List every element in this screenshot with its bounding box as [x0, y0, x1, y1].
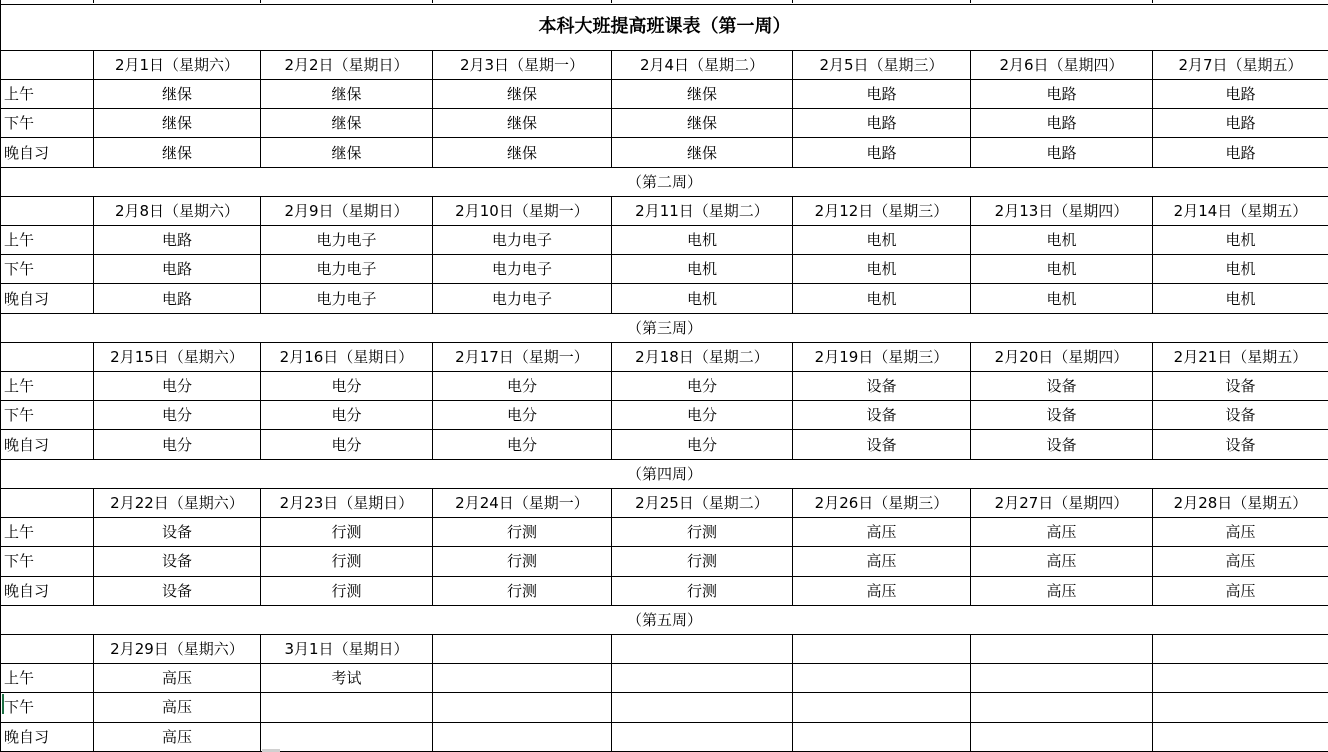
evening-row: [1, 284, 1328, 313]
course-cell[interactable]: 高压: [1153, 518, 1328, 547]
course-cell[interactable]: 电机: [1153, 226, 1328, 255]
course-cell[interactable]: 行测: [433, 576, 612, 605]
course-cell[interactable]: [612, 693, 793, 722]
date-header-cell[interactable]: 2月23日（星期日）: [261, 488, 433, 517]
evening-row: [1, 576, 1328, 605]
course-cell[interactable]: 电分: [612, 401, 793, 430]
course-cell[interactable]: 高压: [94, 664, 261, 693]
date-header-cell[interactable]: 2月12日（星期三）: [793, 196, 971, 225]
course-cell[interactable]: 设备: [94, 576, 261, 605]
date-header-cell[interactable]: 2月27日（星期四）: [971, 488, 1153, 517]
date-header-cell[interactable]: 2月26日（星期三）: [793, 488, 971, 517]
course-cell[interactable]: 电分: [261, 430, 433, 459]
course-cell[interactable]: [612, 664, 793, 693]
course-cell[interactable]: 电路: [1153, 138, 1328, 167]
date-header-cell[interactable]: 2月16日（星期日）: [261, 342, 433, 371]
course-cell[interactable]: 电分: [612, 372, 793, 401]
column-edge-tick: [93, 0, 94, 3]
date-header-cell[interactable]: 2月17日（星期一）: [433, 342, 612, 371]
date-header-cell[interactable]: 3月1日（星期日）: [261, 634, 433, 663]
course-cell[interactable]: 电机: [971, 284, 1153, 313]
course-cell[interactable]: 继保: [433, 138, 612, 167]
column-edge-tick: [260, 0, 261, 3]
column-edge-tick: [432, 0, 433, 3]
course-cell[interactable]: 设备: [793, 430, 971, 459]
date-header-cell[interactable]: 2月13日（星期四）: [971, 196, 1153, 225]
course-cell[interactable]: 电分: [612, 430, 793, 459]
course-cell[interactable]: 高压: [1153, 547, 1328, 576]
evening-label[interactable]: 晚自习: [1, 138, 94, 167]
date-header-cell[interactable]: 2月18日（星期二）: [612, 342, 793, 371]
course-cell[interactable]: 设备: [971, 372, 1153, 401]
afternoon-row: [1, 693, 1328, 722]
date-header-cell[interactable]: [1153, 634, 1328, 663]
course-cell[interactable]: 电路: [793, 80, 971, 109]
afternoon-label[interactable]: 下午: [1, 109, 94, 138]
course-cell[interactable]: [433, 664, 612, 693]
morning-label[interactable]: 上午: [1, 664, 94, 693]
course-cell[interactable]: 设备: [94, 547, 261, 576]
date-header-cell[interactable]: 2月9日（星期日）: [261, 196, 433, 225]
course-cell[interactable]: [971, 693, 1153, 722]
date-header-cell[interactable]: 2月10日（星期一）: [433, 196, 612, 225]
course-cell[interactable]: 考试: [261, 664, 433, 693]
course-cell[interactable]: [1153, 664, 1328, 693]
evening-label[interactable]: 晚自习: [1, 722, 94, 751]
course-cell[interactable]: [971, 664, 1153, 693]
course-cell[interactable]: [793, 722, 971, 751]
column-edge-tick: [792, 0, 793, 3]
course-cell[interactable]: 继保: [261, 138, 433, 167]
course-cell[interactable]: 高压: [793, 576, 971, 605]
course-cell[interactable]: 继保: [94, 109, 261, 138]
afternoon-row: [1, 547, 1328, 576]
course-cell[interactable]: 电力电子: [261, 284, 433, 313]
course-cell[interactable]: [793, 693, 971, 722]
date-header-cell[interactable]: 2月3日（星期一）: [433, 50, 612, 79]
course-cell[interactable]: 电路: [94, 255, 261, 284]
column-edge-tick: [611, 0, 612, 3]
afternoon-row: [1, 401, 1328, 430]
date-header-cell[interactable]: 2月22日（星期六）: [94, 488, 261, 517]
course-cell[interactable]: 电力电子: [433, 255, 612, 284]
course-cell[interactable]: 设备: [971, 430, 1153, 459]
course-cell[interactable]: 设备: [793, 372, 971, 401]
course-cell[interactable]: 电机: [971, 226, 1153, 255]
course-cell[interactable]: [261, 722, 433, 751]
week-heading[interactable]: （第三周）: [1, 313, 1328, 342]
column-edge-tick: [970, 0, 971, 3]
course-cell[interactable]: 高压: [1153, 576, 1328, 605]
course-cell[interactable]: 电分: [94, 372, 261, 401]
title-row: [1, 4, 1328, 50]
morning-label[interactable]: 上午: [1, 226, 94, 255]
course-cell[interactable]: 电路: [94, 284, 261, 313]
course-cell[interactable]: 高压: [971, 576, 1153, 605]
date-header-cell[interactable]: 2月25日（星期二）: [612, 488, 793, 517]
morning-label[interactable]: 上午: [1, 372, 94, 401]
week-heading[interactable]: （第二周）: [1, 167, 1328, 196]
course-cell[interactable]: 电力电子: [261, 255, 433, 284]
morning-row: [1, 518, 1328, 547]
course-cell[interactable]: 继保: [94, 138, 261, 167]
date-header-cell[interactable]: 2月28日（星期五）: [1153, 488, 1328, 517]
date-header-cell[interactable]: [971, 634, 1153, 663]
course-cell[interactable]: [1153, 693, 1328, 722]
date-header-row: [1, 196, 1328, 225]
course-cell[interactable]: [261, 693, 433, 722]
week-heading-row: [1, 167, 1328, 196]
course-cell[interactable]: 电分: [94, 430, 261, 459]
date-header-cell[interactable]: [612, 634, 793, 663]
course-cell[interactable]: 电机: [793, 284, 971, 313]
date-header-row: [1, 50, 1328, 79]
morning-row: [1, 226, 1328, 255]
course-cell[interactable]: 电路: [94, 226, 261, 255]
course-cell[interactable]: [793, 664, 971, 693]
course-cell[interactable]: 继保: [94, 80, 261, 109]
course-cell[interactable]: 设备: [1153, 430, 1328, 459]
course-cell[interactable]: 行测: [612, 576, 793, 605]
course-cell[interactable]: 继保: [261, 80, 433, 109]
date-header-cell[interactable]: 2月5日（星期三）: [793, 50, 971, 79]
course-cell[interactable]: 继保: [612, 138, 793, 167]
course-cell[interactable]: 继保: [612, 109, 793, 138]
course-cell[interactable]: 电机: [1153, 255, 1328, 284]
course-cell[interactable]: 行测: [261, 547, 433, 576]
date-header-cell[interactable]: 2月1日（星期六）: [94, 50, 261, 79]
course-cell[interactable]: 电路: [1153, 80, 1328, 109]
date-header-cell[interactable]: 2月6日（星期四）: [971, 50, 1153, 79]
date-header-cell[interactable]: 2月19日（星期三）: [793, 342, 971, 371]
course-cell[interactable]: 电机: [612, 255, 793, 284]
course-cell[interactable]: 继保: [433, 109, 612, 138]
course-cell[interactable]: 电机: [612, 226, 793, 255]
course-cell[interactable]: 电机: [1153, 284, 1328, 313]
afternoon-row: [1, 255, 1328, 284]
evening-row: [1, 138, 1328, 167]
course-cell[interactable]: 电力电子: [433, 284, 612, 313]
morning-row: [1, 80, 1328, 109]
course-cell[interactable]: [971, 722, 1153, 751]
evening-row: [1, 430, 1328, 459]
course-cell[interactable]: 电路: [1153, 109, 1328, 138]
column-edge-tick: [1152, 0, 1153, 3]
date-header-row: [1, 634, 1328, 663]
course-cell[interactable]: 电路: [793, 138, 971, 167]
course-cell[interactable]: [612, 722, 793, 751]
week-heading-row: [1, 313, 1328, 342]
course-cell[interactable]: 行测: [433, 518, 612, 547]
sheet-title[interactable]: 本科大班提高班课表（第一周）: [1, 4, 1328, 50]
date-header-cell[interactable]: 2月8日（星期六）: [94, 196, 261, 225]
evening-label[interactable]: 晚自习: [1, 430, 94, 459]
week-heading[interactable]: （第五周）: [1, 605, 1328, 634]
date-header-cell[interactable]: 2月20日（星期四）: [971, 342, 1153, 371]
date-header-row: [1, 488, 1328, 517]
evening-label[interactable]: 晚自习: [1, 284, 94, 313]
course-cell[interactable]: 设备: [94, 518, 261, 547]
course-cell[interactable]: 高压: [971, 547, 1153, 576]
week-heading-row: [1, 459, 1328, 488]
corner-cell[interactable]: [1, 50, 94, 79]
course-cell[interactable]: 电分: [261, 372, 433, 401]
afternoon-row: [1, 109, 1328, 138]
date-header-cell[interactable]: 2月29日（星期六）: [94, 634, 261, 663]
date-header-cell[interactable]: 2月11日（星期二）: [612, 196, 793, 225]
course-cell[interactable]: [433, 693, 612, 722]
course-cell[interactable]: 电分: [433, 372, 612, 401]
course-cell[interactable]: 电路: [793, 109, 971, 138]
date-header-cell[interactable]: 2月2日（星期日）: [261, 50, 433, 79]
corner-cell[interactable]: [1, 196, 94, 225]
course-cell[interactable]: 高压: [971, 518, 1153, 547]
date-header-cell[interactable]: 2月15日（星期六）: [94, 342, 261, 371]
course-cell[interactable]: 继保: [612, 80, 793, 109]
course-cell[interactable]: 电分: [261, 401, 433, 430]
week-heading-row: [1, 605, 1328, 634]
course-cell[interactable]: 设备: [971, 401, 1153, 430]
evening-label[interactable]: 晚自习: [1, 576, 94, 605]
date-header-cell[interactable]: 2月7日（星期五）: [1153, 50, 1328, 79]
course-cell[interactable]: 高压: [793, 547, 971, 576]
course-cell[interactable]: 电路: [971, 80, 1153, 109]
course-cell[interactable]: 电分: [433, 401, 612, 430]
corner-cell[interactable]: [1, 488, 94, 517]
week-heading[interactable]: （第四周）: [1, 459, 1328, 488]
active-cell-marker: [2, 694, 4, 714]
date-header-cell[interactable]: 2月21日（星期五）: [1153, 342, 1328, 371]
course-cell[interactable]: 行测: [433, 547, 612, 576]
date-header-row: [1, 342, 1328, 371]
afternoon-label[interactable]: 下午: [1, 547, 94, 576]
afternoon-label[interactable]: 下午: [1, 401, 94, 430]
corner-cell[interactable]: [1, 342, 94, 371]
course-cell[interactable]: 高压: [94, 722, 261, 751]
course-cell[interactable]: 电力电子: [433, 226, 612, 255]
morning-label[interactable]: 上午: [1, 518, 94, 547]
date-header-cell[interactable]: 2月24日（星期一）: [433, 488, 612, 517]
course-cell[interactable]: [1153, 722, 1328, 751]
afternoon-label[interactable]: 下午: [1, 693, 94, 722]
course-cell[interactable]: 行测: [261, 576, 433, 605]
course-cell[interactable]: 电路: [971, 109, 1153, 138]
date-header-cell[interactable]: 2月14日（星期五）: [1153, 196, 1328, 225]
course-cell[interactable]: 设备: [793, 401, 971, 430]
course-cell[interactable]: 电机: [793, 255, 971, 284]
morning-row: [1, 372, 1328, 401]
course-cell[interactable]: 电力电子: [261, 226, 433, 255]
date-header-cell[interactable]: 2月4日（星期二）: [612, 50, 793, 79]
date-header-cell[interactable]: [793, 634, 971, 663]
course-cell[interactable]: 继保: [261, 109, 433, 138]
course-cell[interactable]: 电机: [612, 284, 793, 313]
course-cell[interactable]: 电分: [433, 430, 612, 459]
date-header-cell[interactable]: [433, 634, 612, 663]
course-cell[interactable]: 行测: [261, 518, 433, 547]
course-cell[interactable]: [433, 722, 612, 751]
course-cell[interactable]: 电机: [971, 255, 1153, 284]
afternoon-label[interactable]: 下午: [1, 255, 94, 284]
corner-cell[interactable]: [1, 634, 94, 663]
course-cell[interactable]: 行测: [612, 518, 793, 547]
course-cell[interactable]: 电路: [971, 138, 1153, 167]
course-cell[interactable]: 高压: [94, 693, 261, 722]
course-cell[interactable]: 电分: [94, 401, 261, 430]
morning-row: [1, 664, 1328, 693]
course-cell[interactable]: 设备: [1153, 401, 1328, 430]
course-cell[interactable]: 行测: [612, 547, 793, 576]
course-cell[interactable]: 高压: [793, 518, 971, 547]
course-cell[interactable]: 继保: [433, 80, 612, 109]
course-cell[interactable]: 电机: [793, 226, 971, 255]
morning-label[interactable]: 上午: [1, 80, 94, 109]
evening-row: [1, 722, 1328, 751]
course-cell[interactable]: 设备: [1153, 372, 1328, 401]
